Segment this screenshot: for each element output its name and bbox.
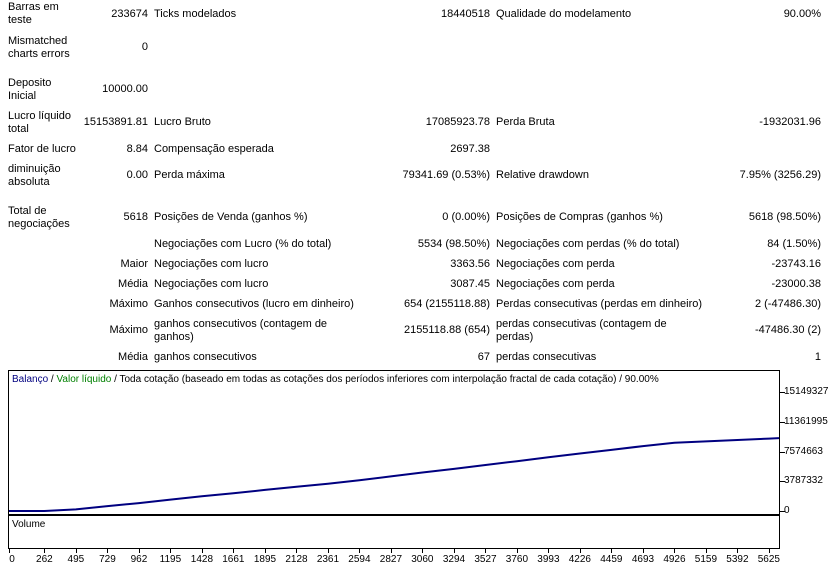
- x-tick-label: 5159: [694, 554, 718, 565]
- deposit-value: 10000.00: [102, 83, 148, 95]
- quality-value: 90.00%: [783, 8, 821, 20]
- max-consec-profit-value: 2155118.88 (654): [403, 324, 490, 336]
- volume-panel: [8, 515, 780, 549]
- avg-consec-losses-value: 1: [814, 351, 821, 363]
- max-consec-loss-value: -47486.30 (2): [754, 324, 821, 336]
- x-tick: [170, 549, 171, 553]
- x-tick-label: 4226: [568, 554, 591, 565]
- largest-loss-value: -23743.16: [771, 258, 821, 270]
- expected-payoff-value: 2697.38: [450, 143, 490, 155]
- x-tick: [359, 549, 360, 553]
- volume-label: Volume: [12, 519, 46, 530]
- x-tick: [9, 549, 10, 553]
- y-tick-label: 15149327: [784, 386, 829, 397]
- largest-prefix: Maior: [120, 258, 148, 270]
- x-tick-label: 4926: [663, 554, 686, 565]
- total-trades-value: 5618: [123, 211, 148, 223]
- max-consec-loss-label: perdas consecutivas (contagem de perdas): [496, 318, 667, 343]
- max-consec-wins-label: Ganhos consecutivos (lucro em dinheiro): [154, 298, 354, 310]
- x-tick-label: 1895: [253, 554, 277, 565]
- x-tick-label: 3294: [442, 554, 466, 565]
- profit-trades-value: 5534 (98.50%): [417, 238, 490, 250]
- abs-drawdown-label: diminuição absoluta: [8, 163, 61, 188]
- y-axis: [780, 370, 830, 550]
- x-tick-label: 962: [130, 554, 148, 565]
- gross-loss-value: -1932031.96: [759, 116, 821, 128]
- gross-profit-value: 17085923.78: [425, 116, 490, 128]
- x-tick: [139, 549, 140, 553]
- net-profit-label: Lucro líquido total: [8, 110, 71, 135]
- maximum-prefix: Máximo: [109, 298, 148, 310]
- x-tick: [107, 549, 108, 553]
- x-tick-label: 2361: [316, 554, 340, 565]
- x-axis: [8, 549, 780, 566]
- x-tick-label: 1661: [222, 554, 245, 565]
- largest-profit-label: Negociações com lucro: [154, 258, 269, 270]
- x-tick-label: 729: [99, 554, 116, 565]
- avg-profit-label: Negociações com lucro: [154, 278, 269, 290]
- x-tick-label: 4693: [631, 554, 655, 565]
- x-tick: [202, 549, 203, 553]
- x-tick-label: 2827: [379, 554, 403, 565]
- average-prefix-2: Média: [118, 351, 148, 363]
- long-positions-value: 5618 (98.50%): [748, 211, 821, 223]
- largest-loss-label: Negociações com perda: [496, 258, 615, 270]
- total-trades-label: Total de negociações: [8, 205, 70, 230]
- deposit-label: Deposito Inicial: [8, 77, 52, 102]
- x-tick: [674, 549, 675, 553]
- legend-separator: /: [48, 374, 57, 385]
- net-profit-value: 15153891.81: [83, 116, 148, 128]
- relative-drawdown-label: Relative drawdown: [496, 169, 589, 181]
- mismatch-label: Mismatched charts errors: [8, 35, 70, 60]
- legend-equity: Valor líquido: [56, 374, 112, 385]
- largest-profit-value: 3363.56: [450, 258, 490, 270]
- x-tick-label: 1195: [159, 554, 182, 565]
- x-tick-label: 3527: [474, 554, 497, 565]
- abs-drawdown-value: 0.00: [126, 169, 148, 181]
- legend-balance: Balanço: [12, 374, 49, 385]
- max-drawdown-value: 79341.69 (0.53%): [402, 169, 490, 181]
- bars-value: 233674: [111, 8, 148, 20]
- avg-profit-value: 3087.45: [450, 278, 490, 290]
- ticks-value: 18440518: [441, 8, 490, 20]
- x-tick: [296, 549, 297, 553]
- x-tick: [737, 549, 738, 553]
- x-tick: [580, 549, 581, 553]
- x-tick-label: 5392: [726, 554, 749, 565]
- y-tick-label: 3787332: [784, 475, 823, 487]
- avg-loss-value: -23000.38: [771, 278, 821, 290]
- series-line-0: [9, 438, 779, 511]
- avg-consec-wins-label: ganhos consecutivos: [154, 351, 257, 363]
- x-tick: [265, 549, 266, 553]
- profit-factor-value: 8.84: [126, 143, 148, 155]
- maximum-prefix-2: Máximo: [109, 324, 148, 336]
- gross-loss-label: Perda Bruta: [496, 116, 555, 128]
- x-tick-label: 3760: [505, 554, 529, 565]
- mismatch-value: 0: [141, 41, 148, 53]
- max-drawdown-label: Perda máxima: [154, 169, 225, 181]
- chart-plot: [9, 371, 779, 514]
- max-consec-losses-label: Perdas consecutivas (perdas em dinheiro): [496, 298, 703, 310]
- expected-payoff-label: Compensação esperada: [154, 143, 274, 155]
- x-tick: [611, 549, 612, 553]
- x-tick: [391, 549, 392, 553]
- ticks-label: Ticks modelados: [154, 8, 237, 20]
- x-tick: [76, 549, 77, 553]
- x-tick-label: 1428: [190, 554, 214, 565]
- profit-trades-label: Negociações com Lucro (% do total): [154, 238, 332, 250]
- x-tick-label: 2128: [285, 554, 308, 565]
- avg-consec-wins-value: 67: [477, 351, 490, 363]
- x-tick: [44, 549, 45, 553]
- x-tick-label: 262: [36, 554, 53, 565]
- x-tick: [548, 549, 549, 553]
- short-positions-label: Posições de Venda (ganhos %): [154, 211, 308, 223]
- loss-trades-label: Negociações com perdas (% do total): [496, 238, 680, 250]
- max-consec-profit-label: ganhos consecutivos (contagem de ganhos): [154, 318, 328, 343]
- y-tick-label: 0: [784, 505, 790, 516]
- avg-loss-label: Negociações com perda: [496, 278, 615, 290]
- x-tick-label: 2594: [348, 554, 371, 565]
- max-consec-wins-value: 654 (2155118.88): [403, 298, 490, 310]
- short-positions-value: 0 (0.00%): [442, 211, 490, 223]
- x-tick: [328, 549, 329, 553]
- max-consec-losses-value: 2 (-47486.30): [754, 298, 821, 310]
- x-tick-label: 3993: [537, 554, 560, 565]
- y-tick-label: 11361995: [784, 415, 828, 427]
- x-tick-label: 3060: [411, 554, 434, 565]
- x-tick: [233, 549, 234, 553]
- x-tick-label: 495: [67, 554, 85, 565]
- bars-label: Barras em teste: [8, 1, 59, 26]
- legend-description: / Toda cotação (baseado em todas as cotações dos períodos inferiores com interpolação fractal de cada cotação) / 90.00%: [111, 374, 659, 385]
- x-tick-label: 0: [9, 554, 15, 565]
- x-tick: [422, 549, 423, 553]
- profit-factor-label: Fator de lucro: [8, 143, 76, 155]
- x-tick: [706, 549, 707, 553]
- avg-consec-losses-label: perdas consecutivas: [496, 351, 597, 363]
- x-tick-label: 4459: [600, 554, 623, 565]
- loss-trades-value: 84 (1.50%): [767, 238, 821, 250]
- x-tick-label: 5625: [757, 554, 780, 565]
- x-tick: [485, 549, 486, 553]
- x-tick: [769, 549, 770, 553]
- quality-label: Qualidade do modelamento: [496, 8, 632, 20]
- x-tick: [454, 549, 455, 553]
- balance-chart: [8, 370, 780, 515]
- y-tick-label: 7574663: [784, 445, 823, 457]
- long-positions-label: Posições de Compras (ganhos %): [496, 211, 663, 223]
- x-tick: [517, 549, 518, 553]
- x-tick: [643, 549, 644, 553]
- gross-profit-label: Lucro Bruto: [154, 116, 211, 128]
- relative-drawdown-value: 7.95% (3256.29): [739, 169, 821, 181]
- average-prefix: Média: [118, 278, 148, 290]
